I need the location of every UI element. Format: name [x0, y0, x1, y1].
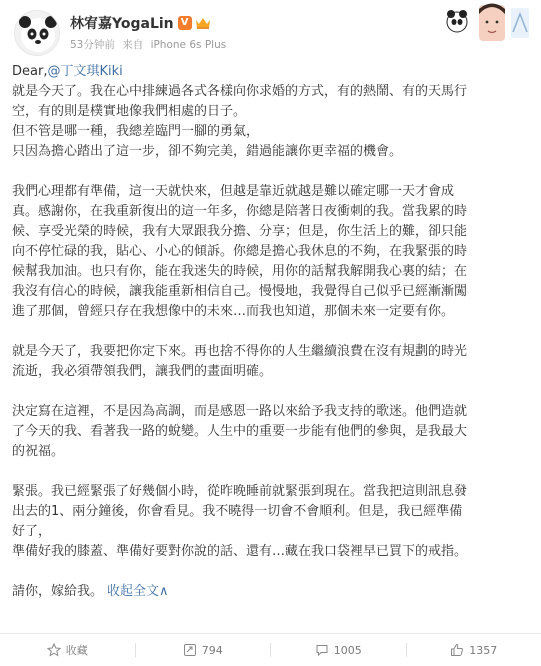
repost-count: 794: [201, 643, 223, 657]
avatar[interactable]: [14, 10, 60, 56]
body-line: 了今天的我、看著我一路的蛻變。人生中的重要一步能有他們的參與，是我最大: [12, 424, 468, 439]
body-line: 候幫我加油。也只有你，能在我迷失的時候，用你的話幫我解開我心裏的結；在: [12, 264, 468, 279]
like-button[interactable]: [407, 634, 541, 666]
star-icon: [47, 643, 61, 657]
greeting-line: [12, 62, 530, 82]
body-line: 就是今天了。我在心中排練過各式各樣向你求婚的方式，有的熱鬧、有的天馬行: [12, 84, 468, 99]
panda-avatar-icon: [15, 11, 60, 56]
favorite-label: 收藏: [65, 644, 88, 657]
paragraph-gap: [12, 382, 530, 402]
body-line: 好了，: [12, 524, 52, 539]
body-line: 出去的1、兩分鐘後，你會看見。我不曉得一切會不會順利。但是，我已經準備: [12, 504, 463, 519]
body-line: 準備好我的膝蓋、準備好要對你說的話、還有…藏在我口袋裡早已買下的戒指。: [12, 544, 468, 559]
body-line: 就是今天了，我要把你定下來。再也捨不得你的人生繼續浪費在沒有規劃的時光: [12, 344, 468, 359]
closing-text: 請你，嫁給我。: [12, 584, 104, 599]
comment-button[interactable]: [271, 634, 406, 666]
body-line: 我們心理都有準備，這一天就快來，但越是靠近就越是難以確定哪一天才會成: [12, 184, 455, 199]
paragraph-gap: [12, 462, 530, 482]
favorite-button[interactable]: [0, 634, 135, 666]
post-header: [0, 0, 541, 62]
post-from-label: 来自: [122, 39, 144, 51]
greeting-prefix: Dear,: [12, 64, 48, 79]
thumbs-up-icon: [450, 643, 464, 657]
mention-link[interactable]: @丁文琪Kiki: [47, 64, 123, 79]
post-body: [12, 62, 530, 602]
body-line: 決定寫在這裡，不是因為高調，而是感恩一路以來給予我支持的歌迷。他們造就: [12, 404, 468, 419]
collapse-arrow-icon: ∧: [159, 584, 169, 599]
body-line: 我沒有信心的時候，讓我能重新相信自己。慢慢地，我覺得自己似乎已經漸漸闖: [12, 284, 468, 299]
comment-icon: [315, 643, 329, 657]
post-meta: [70, 37, 230, 52]
body-line: 向不停忙碌的我，貼心、小心的傾訴。你總是擔心我休息的不夠，在我緊張的時: [12, 244, 468, 259]
collapse-text-label: 收起全文: [107, 584, 160, 599]
post-time: 53分钟前: [70, 39, 115, 51]
username[interactable]: 林宥嘉YogaLin: [70, 16, 174, 32]
action-bar: [0, 634, 541, 666]
body-line: 空，有的則是樸實地像我們相處的日子。: [12, 104, 247, 119]
crown-icon: [195, 16, 211, 30]
body-line: 的祝福。: [12, 444, 65, 459]
body-line: 只因為擔心踏出了這一步，卻不夠完美，錯過能讓你更幸福的機會。: [12, 144, 403, 159]
comment-count: 1005: [333, 643, 362, 657]
header-decoration-icon: [443, 2, 533, 42]
paragraph-gap: [12, 162, 530, 182]
post-device[interactable]: iPhone 6s Plus: [150, 39, 227, 51]
body-line: 真。感謝你，在我重新復出的這一年多，你總是陪著日夜衝刺的我。當我累的時: [12, 204, 468, 219]
paragraph-gap: [12, 322, 530, 342]
body-line: 流逝，我必須帶領我們，讓我們的畫面明確。: [12, 364, 273, 379]
body-line: 進了那個，曾經只存在我想像中的未來…而我也知道，那個未來一定要有你。: [12, 304, 455, 319]
name-row: [70, 14, 211, 32]
body-line: 緊張。我已經緊張了好幾個小時，從昨晚睡前就緊張到現在。當我把這則訊息發: [12, 484, 468, 499]
body-line: 但不管是哪一種，我總差臨門一腳的勇氣，: [12, 124, 260, 139]
closing-line: [12, 582, 530, 602]
paragraph-gap: [12, 562, 530, 582]
like-count: 1357: [469, 643, 498, 657]
repost-icon: [183, 643, 197, 657]
body-line: 候、享受光榮的時候，我有大眾跟我分擔、分享；但是，你生活上的難，卻只能: [12, 224, 468, 239]
collapse-text-link[interactable]: [107, 584, 169, 599]
verified-badge-icon: V: [178, 16, 192, 30]
repost-button[interactable]: [136, 634, 271, 666]
